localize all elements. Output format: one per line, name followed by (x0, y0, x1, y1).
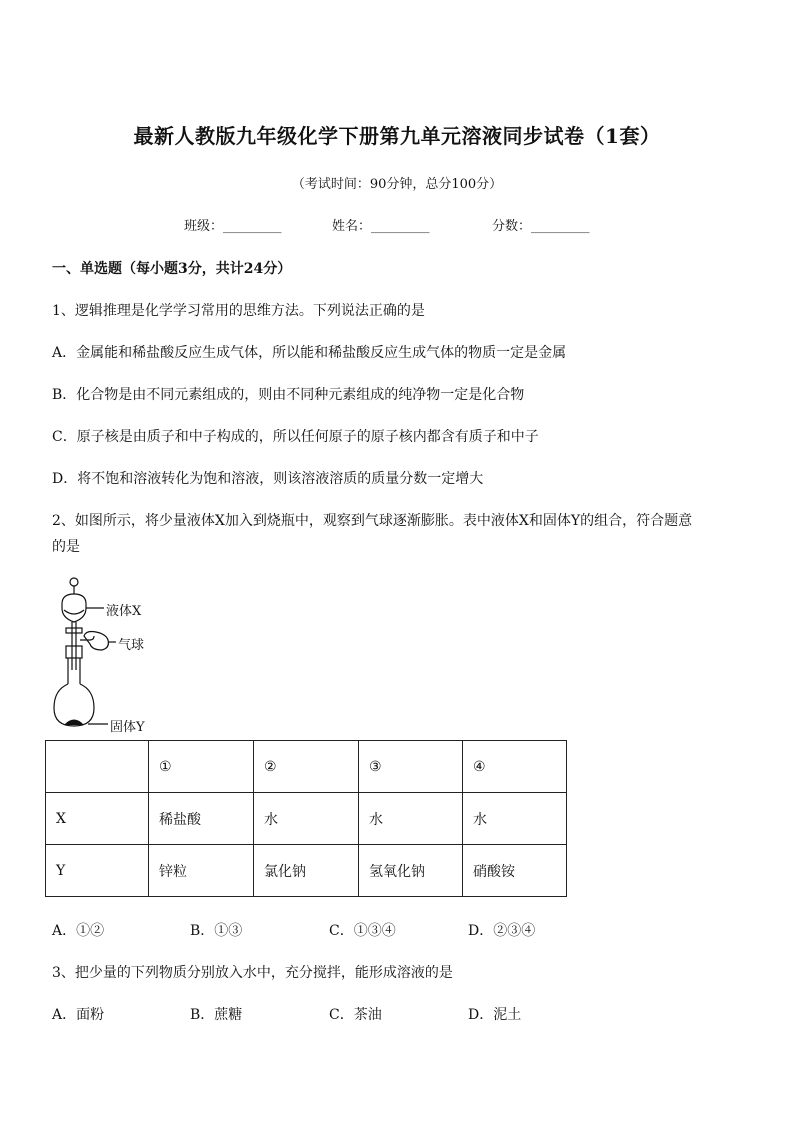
label-liquid-x: 液体X (106, 604, 142, 619)
question-1-option-a: A．金属能和稀盐酸反应生成气体，所以能和稀盐酸反应生成气体的物质一定是金属 (52, 345, 567, 361)
table-row (46, 845, 567, 897)
question-3-option-b: B．蔗糖 (190, 1007, 243, 1023)
question-2-option-c: C．①③④ (329, 923, 396, 939)
table-cell: Y (46, 845, 149, 897)
table-header-row (46, 741, 567, 793)
question-2-stem-continued: 的是 (52, 539, 80, 555)
table-cell: 稀盐酸 (149, 793, 254, 845)
label-balloon: 气球 (118, 638, 145, 653)
question-3-option-a: A．面粉 (52, 1007, 105, 1023)
question-1-option-c: C．原子核是由质子和中子构成的，所以任何原子的原子核内都含有质子和中子 (52, 429, 539, 445)
question-3-option-c: C．茶油 (329, 1007, 382, 1023)
table-cell (46, 741, 149, 793)
question-2-option-b: B．①③ (190, 923, 243, 939)
table-cell: 水 (254, 793, 359, 845)
flask-apparatus-drawing (50, 574, 160, 734)
question-2-stem: 2、如图所示，将少量液体X加入到烧瓶中，观察到气球逐渐膨胀。表中液体X和固体Y的组合，符合题意 (52, 513, 693, 529)
table-cell: 氢氧化钠 (359, 845, 463, 897)
class-field: 班级：_________ (184, 219, 282, 234)
page-title: 最新人教版九年级化学下册第九单元溶液同步试卷（1套） (133, 124, 661, 148)
question-1-stem: 1、逻辑推理是化学学习常用的思维方法。下列说法正确的是 (52, 303, 425, 319)
section-heading: 一、单选题（每小题3分，共计24分） (52, 261, 292, 277)
table-cell: ② (254, 741, 359, 793)
score-field: 分数：_________ (492, 219, 590, 234)
table-row (46, 793, 567, 845)
reagent-combination-table (45, 740, 567, 897)
question-2-option-d: D．②③④ (468, 923, 536, 939)
exam-info: （考试时间：90分钟，总分100分） (291, 177, 503, 192)
table-cell: 硝酸铵 (463, 845, 567, 897)
table-cell: 水 (359, 793, 463, 845)
label-solid-y: 固体Y (110, 720, 145, 735)
table-cell: 水 (463, 793, 567, 845)
table-cell: 锌粒 (149, 845, 254, 897)
table-cell: X (46, 793, 149, 845)
table-cell: ④ (463, 741, 567, 793)
question-3-stem: 3、把少量的下列物质分别放入水中，充分搅拌，能形成溶液的是 (52, 965, 453, 981)
table-cell: 氯化钠 (254, 845, 359, 897)
flask-apparatus-figure (50, 574, 160, 734)
question-1-option-b: B．化合物是由不同元素组成的，则由不同种元素组成的纯净物一定是化合物 (52, 387, 525, 403)
question-3-option-d: D．泥土 (468, 1007, 522, 1023)
table-cell: ① (149, 741, 254, 793)
name-field: 姓名：_________ (332, 219, 430, 234)
table-cell: ③ (359, 741, 463, 793)
question-1-option-d: D．将不饱和溶液转化为饱和溶液，则该溶液溶质的质量分数一定增大 (52, 471, 484, 487)
question-2-option-a: A．①② (52, 923, 105, 939)
